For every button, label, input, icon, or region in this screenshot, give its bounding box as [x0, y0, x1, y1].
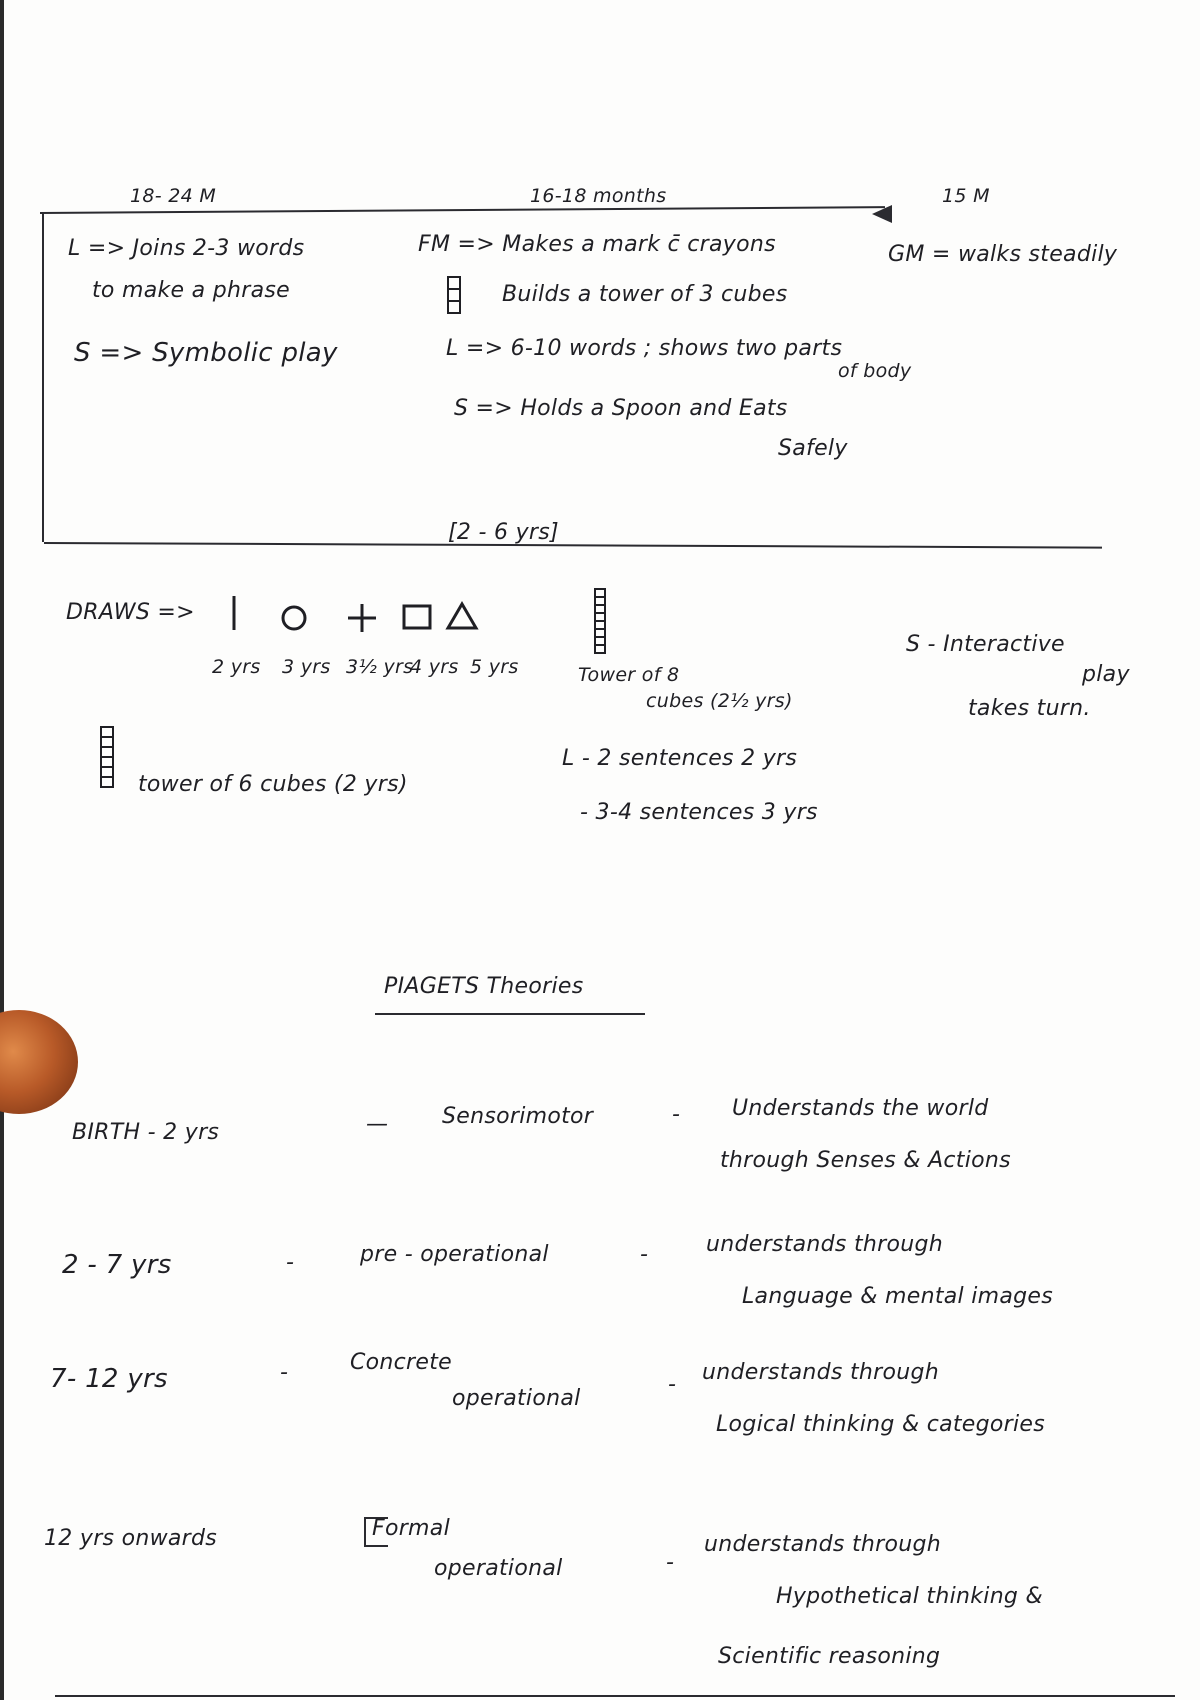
social-takes-turn: takes turn.	[968, 696, 1091, 721]
stage-dash: -	[668, 1372, 677, 1397]
stage-dash: -	[640, 1242, 649, 1267]
social-interactive: S - Interactive	[906, 632, 1065, 657]
header-age-18-24m: 18- 24 M	[130, 185, 217, 207]
language-joins-words: L => Joins 2-3 words	[68, 236, 305, 261]
piaget-title-underline	[375, 1013, 645, 1015]
stage-preoperational-name: pre - operational	[360, 1242, 549, 1267]
stage-formal-desc-1: understands through	[704, 1532, 941, 1557]
page-bottom-line	[55, 1695, 1175, 1697]
stage-sensorimotor-desc-2: through Senses & Actions	[720, 1148, 1011, 1173]
stage-sensorimotor-age: BIRTH - 2 yrs	[72, 1120, 220, 1145]
language-3-4-sentences: - 3-4 sentences 3 yrs	[580, 800, 818, 825]
language-6-10-words: L => 6-10 words ; shows two parts	[446, 336, 843, 361]
stage-formal-name-2: operational	[434, 1556, 563, 1581]
stage-concrete-age: 7- 12 yrs	[50, 1364, 168, 1394]
stage-preoperational-desc-2: Language & mental images	[742, 1284, 1054, 1309]
stage-dash: -	[286, 1250, 295, 1275]
stage-dash: -	[672, 1102, 681, 1127]
stage-formal-age: 12 yrs onwards	[44, 1526, 218, 1551]
header-age-16-18m: 16-18 months	[530, 185, 667, 207]
stage-concrete-name-2: operational	[452, 1386, 581, 1411]
language-of-body: of body	[838, 360, 912, 382]
tower-8-label: Tower of 8	[578, 664, 680, 686]
stage-sensorimotor-desc-1: Understands the world	[732, 1096, 989, 1121]
piaget-title: PIAGETS Theories	[384, 974, 584, 999]
age-range-2-6-yrs: [2 - 6 yrs]	[448, 520, 559, 545]
social-symbolic-play: S => Symbolic play	[74, 338, 338, 368]
stage-dash: —	[366, 1112, 389, 1137]
language-make-phrase: to make a phrase	[92, 278, 290, 303]
draw-age-3yrs: 3 yrs	[282, 656, 331, 678]
tower-3-cubes-icon	[447, 276, 461, 314]
page-edge	[0, 0, 4, 1700]
stage-concrete-desc-1: understands through	[702, 1360, 939, 1385]
stage-formal-name-1: Formal	[372, 1516, 450, 1541]
box-left-line	[42, 212, 44, 542]
draw-age-2yrs: 2 yrs	[212, 656, 261, 678]
stage-concrete-desc-2: Logical thinking & categories	[716, 1412, 1046, 1437]
social-holds-spoon: S => Holds a Spoon and Eats	[454, 396, 788, 421]
box-top-line	[40, 206, 885, 214]
stage-sensorimotor-name: Sensorimotor	[442, 1104, 594, 1129]
stage-preoperational-age: 2 - 7 yrs	[62, 1250, 172, 1280]
drawing-shapes	[220, 590, 500, 640]
square-icon	[404, 606, 430, 628]
stage-concrete-name-1: Concrete	[350, 1350, 453, 1375]
circle-icon	[283, 607, 305, 629]
header-age-15m: 15 M	[942, 185, 990, 207]
tower-8-age: cubes (2½ yrs)	[646, 690, 793, 712]
draw-age-4yrs: 4 yrs	[410, 656, 459, 678]
social-safely: Safely	[778, 436, 848, 461]
box-bottom-line	[44, 542, 1102, 549]
cross-icon	[348, 604, 376, 632]
triangle-icon	[448, 604, 476, 628]
arrow-marker-icon	[872, 205, 892, 223]
draw-age-3half-yrs: 3½ yrs	[346, 656, 414, 678]
thumb-photo	[0, 1010, 78, 1114]
draw-age-5yrs: 5 yrs	[470, 656, 519, 678]
stage-preoperational-desc-1: understands through	[706, 1232, 943, 1257]
social-play: play	[1082, 662, 1130, 687]
builds-tower-3: Builds a tower of 3 cubes	[502, 282, 788, 307]
tower-6-cubes-icon	[100, 726, 114, 788]
fine-motor-mark: FM => Makes a mark c̄ crayons	[418, 232, 776, 257]
stage-formal-desc-2: Hypothetical thinking &	[776, 1584, 1043, 1609]
stage-dash: -	[280, 1360, 289, 1385]
stage-formal-desc-3: Scientific reasoning	[718, 1644, 941, 1669]
gross-motor-walks: GM = walks steadily	[888, 242, 1118, 267]
language-2-sentences: L - 2 sentences 2 yrs	[562, 746, 798, 771]
tower-6-label: tower of 6 cubes (2 yrs)	[138, 772, 408, 797]
tower-8-cubes-icon	[594, 588, 606, 654]
stage-dash: -	[666, 1550, 675, 1575]
draws-label: DRAWS =>	[66, 600, 195, 625]
